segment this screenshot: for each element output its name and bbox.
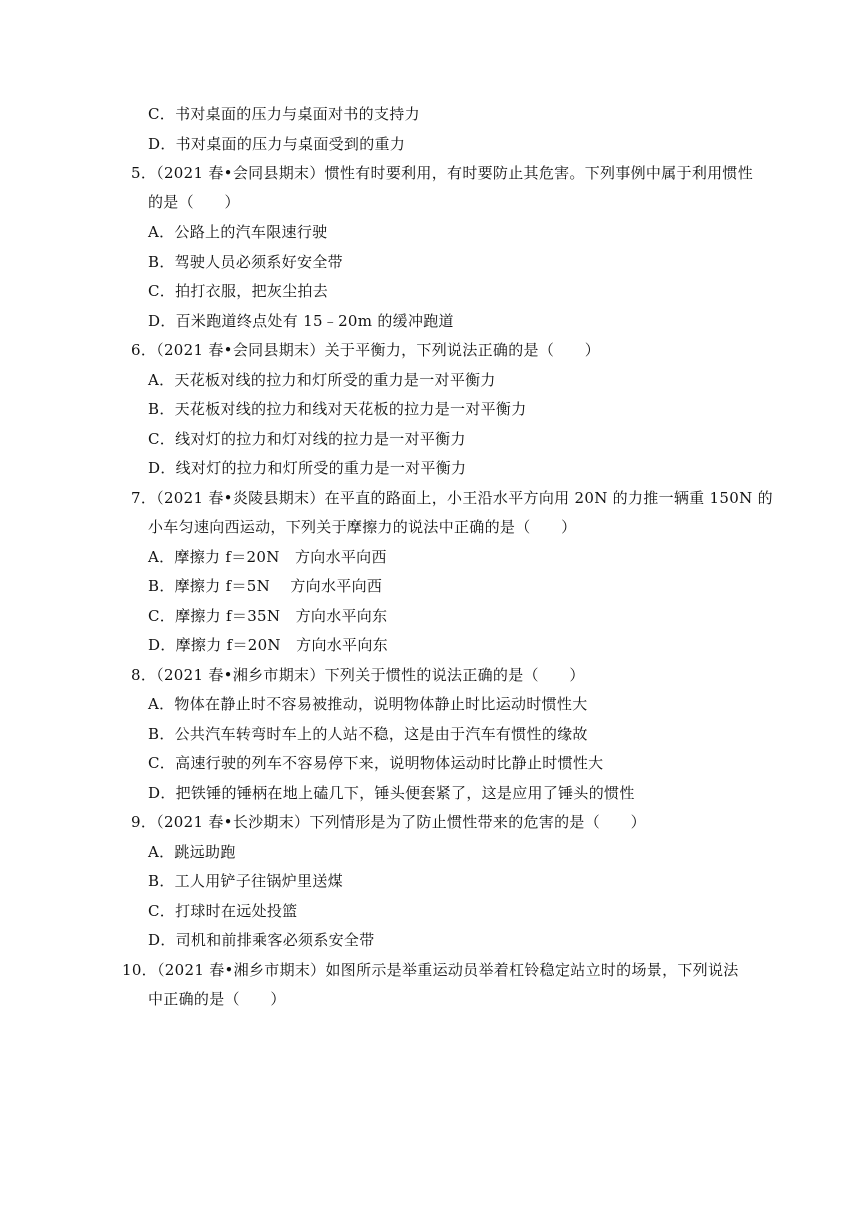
option-d-q7: D．摩擦力 f＝20N 方向水平向东 — [148, 636, 388, 654]
option-a-q7: A．摩擦力 f＝20N 方向水平向西 — [148, 548, 387, 566]
question-10-stem-cont: 中正确的是（ ） — [148, 990, 286, 1008]
option-c-q9: C．打球时在远处投篮 — [148, 902, 298, 920]
option-c-q4: C．书对桌面的压力与桌面对书的支持力 — [148, 105, 420, 123]
option-a-q5: A．公路上的汽车限速行驶 — [148, 223, 328, 241]
option-d-q9: D．司机和前排乘客必须系安全带 — [148, 931, 375, 949]
option-a-q6: A．天花板对线的拉力和灯所受的重力是一对平衡力 — [148, 371, 496, 389]
option-d-q5: D．百米跑道终点处有 15﹣20m 的缓冲跑道 — [148, 312, 454, 330]
option-d-q4: D．书对桌面的压力与桌面受到的重力 — [148, 135, 406, 153]
option-b-q8: B．公共汽车转弯时车上的人站不稳，这是由于汽车有惯性的缘故 — [148, 725, 588, 743]
option-c-q6: C．线对灯的拉力和灯对线的拉力是一对平衡力 — [148, 430, 466, 448]
option-d-q6: D．线对灯的拉力和灯所受的重力是一对平衡力 — [148, 459, 467, 477]
question-6-stem: 6．（2021 春•会同县期末）关于平衡力，下列说法正确的是（ ） — [131, 341, 601, 359]
question-5-stem-cont: 的是（ ） — [148, 193, 240, 211]
option-b-q9: B．工人用铲子往锅炉里送煤 — [148, 872, 343, 890]
question-10-stem: 10．（2021 春•湘乡市期末）如图所示是举重运动员举着杠铃稳定站立时的场景，下列说法 — [122, 961, 739, 979]
question-7-stem: 7．（2021 春•炎陵县期末）在平直的路面上，小王沿水平方向用 20N 的力推一辆重 150N 的 — [131, 489, 773, 507]
option-c-q7: C．摩擦力 f＝35N 方向水平向东 — [148, 607, 388, 625]
option-d-q8: D．把铁锤的锤柄在地上磕几下，锤头便套紧了，这是应用了锤头的惯性 — [148, 784, 635, 802]
option-c-q5: C．拍打衣服，把灰尘拍去 — [148, 282, 329, 300]
option-b-q5: B．驾驶人员必须系好安全带 — [148, 253, 343, 271]
question-7-stem-cont: 小车匀速向西运动，下列关于摩擦力的说法中正确的是（ ） — [148, 518, 577, 536]
option-b-q6: B．天花板对线的拉力和线对天花板的拉力是一对平衡力 — [148, 400, 527, 418]
option-c-q8: C．高速行驶的列车不容易停下来，说明物体运动时比静止时惯性大 — [148, 754, 604, 772]
question-9-stem: 9．（2021 春•长沙期末）下列情形是为了防止惯性带来的危害的是（ ） — [131, 813, 646, 831]
question-5-stem: 5．（2021 春•会同县期末）惯性有时要利用，有时要防止其危害。下列事例中属于利用惯性 — [131, 164, 754, 182]
option-a-q9: A．跳远助跑 — [148, 843, 236, 861]
option-a-q8: A．物体在静止时不容易被推动，说明物体静止时比运动时惯性大 — [148, 695, 588, 713]
question-8-stem: 8．（2021 春•湘乡市期末）下列关于惯性的说法正确的是（ ） — [131, 666, 585, 684]
option-b-q7: B．摩擦力 f＝5N 方向水平向西 — [148, 577, 383, 595]
